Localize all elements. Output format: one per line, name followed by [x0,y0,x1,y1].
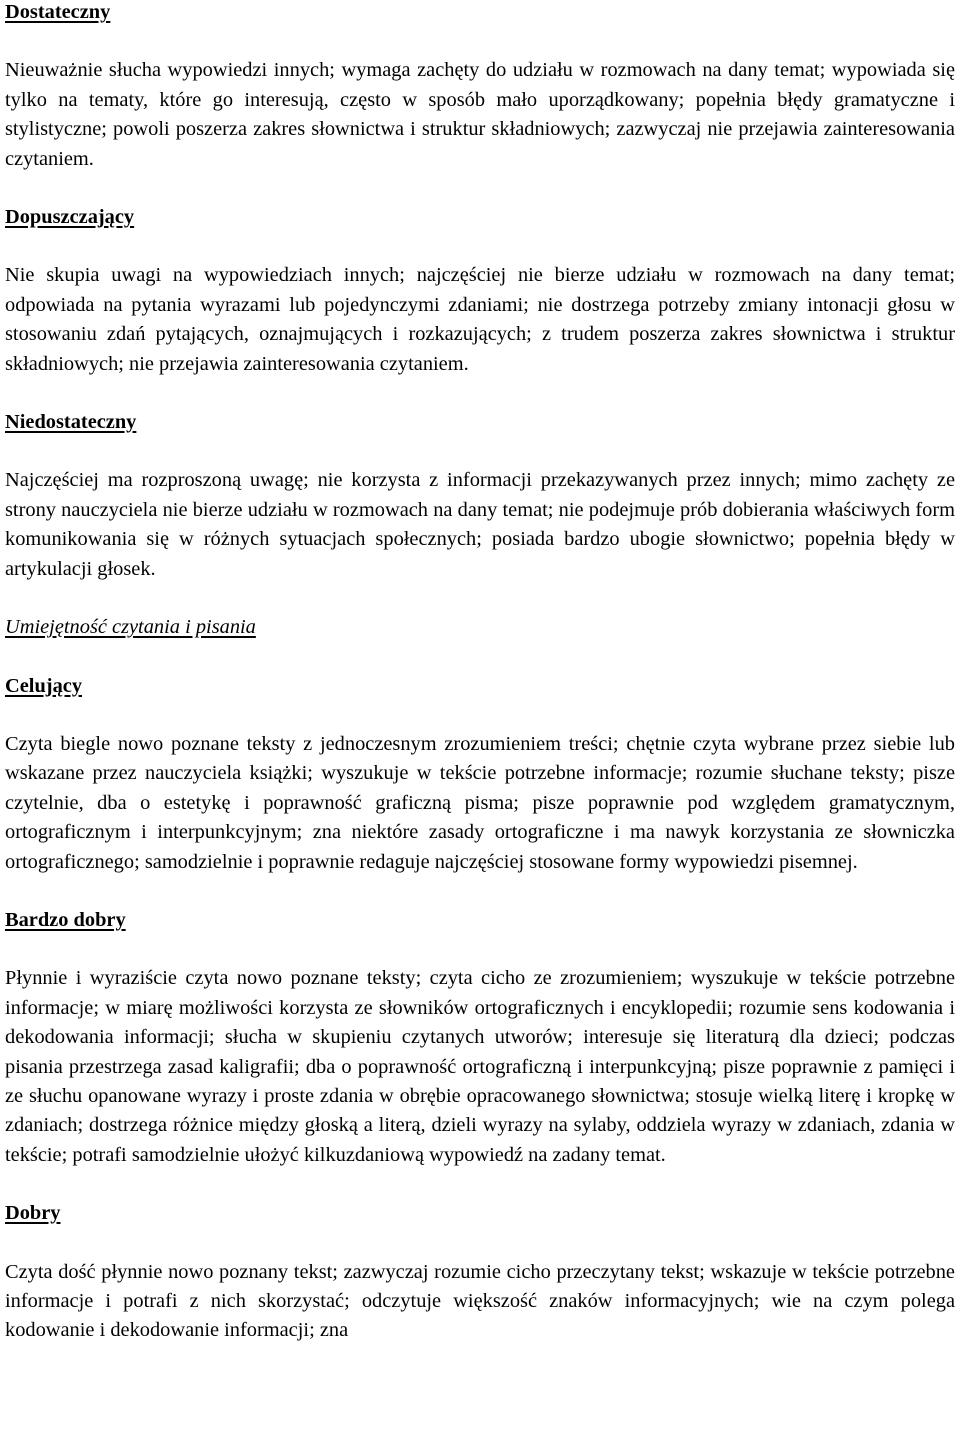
spacer [5,27,955,56]
grade-heading-dopuszczajacy: Dopuszczający [5,206,135,229]
spacer [5,584,955,613]
grade-heading-celujacy: Celujący [5,674,83,697]
spacer [5,437,955,466]
spacer [5,701,955,730]
grade-description-niedostateczny: Najczęściej ma rozproszoną uwagę; nie korzysta z informacji przekazywanych przez innych; mimo zachęty ze strony nauczyciela nie bierze udziału w rozmowach na dany temat; nie podejmuje prób dobierania właściwych form komunikowania się w różnych sytuacjach społecznych; posiada bardzo ubogie słownictwo; popełnia błędy w artykulacji głosek. [5,469,955,580]
grade-heading-dobry: Dobry [5,1202,61,1225]
spacer [5,1229,955,1258]
grade-description-celujacy: Czyta biegle nowo poznane teksty z jednoczesnym zrozumieniem treści; chętnie czyta wybrane przez siebie lub wskazane przez nauczyciela książki; wyszukuje w tekście potrzebne informacje; rozumie słuchane teksty; pisze czytelnie, dba o estetykę i poprawność graficzną pisma; pisze poprawnie pod względem gramatycznym, ortograficznym i interpunkcyjnym; zna niektóre zasady ortograficzne i ma nawyk korzystania ze słowniczka ortograficznego; samodzielnie i poprawnie redaguje najczęściej stosowane formy wypowiedzi pisemnej. [5,732,955,873]
grade-heading-niedostateczny: Niedostateczny [5,411,137,434]
spacer [5,232,955,261]
spacer [5,877,955,906]
spacer [5,643,955,672]
grade-description-dostateczny: Nieuważnie słucha wypowiedzi innych; wymaga zachęty do udziału w rozmowach na dany temat; wypowiada się tylko na tematy, które go interesują, często w sposób mało uporządkowany; popełnia błędy gramatyczne i stylistyczne; powoli poszerza zakres słownictwa i struktur składniowych; zazwyczaj nie przejawia zainteresowania czytaniem. [5,59,955,170]
spacer [5,379,955,408]
grade-heading-bardzo-dobry: Bardzo dobry [5,908,126,931]
grade-heading-dostateczny: Dostateczny [5,1,111,23]
spacer [5,935,955,964]
section-heading-czytanie-pisanie: Umiejętność czytania i pisania [5,616,256,639]
spacer [5,1170,955,1199]
grade-description-dopuszczajacy: Nie skupia uwagi na wypowiedziach innych; najczęściej nie bierze udziału w rozmowach na dany temat; odpowiada na pytania wyrazami lub pojedynczymi zdaniami; nie dostrzega potrzeby zmiany intonacji głosu w stosowaniu zdań pytających, oznajmujących i rozkazujących; z trudem poszerza zakres słownictwa i struktur składniowych; nie przejawia zainteresowania czytaniem. [5,264,955,375]
spacer [5,174,955,203]
grade-description-dobry: Czyta dość płynnie nowo poznany tekst; zazwyczaj rozumie cicho przeczytany tekst; wskazuje w tekście potrzebne informacje i potrafi z nich skorzystać; odczytuje większość znaków informacyjnych; wie na czym polega kodowanie i dekodowanie informacji; zna [5,1260,955,1342]
document-page [5,0,955,1346]
grade-description-bardzo-dobry: Płynnie i wyraziście czyta nowo poznane teksty; czyta cicho ze zrozumieniem; wyszukuje w tekście potrzebne informacje; w miarę możliwości korzysta ze słowników ortograficznych i encyklopedii; rozumie sens kodowania i dekodowania informacji; słucha w skupieniu czytanych utworów; interesuje się literaturą dla dzieci; podczas pisania przestrzega zasad kaligrafii; dba o poprawność ortograficzną i interpunkcyjną; pisze poprawnie z pamięci i ze słuchu opanowane wyrazy i proste zdania w obrębie opracowanego słownictwa; stosuje wielką literę i kropkę w zdaniach; dostrzega różnice między głoską a literą, dzieli wyrazy na sylaby, oddziela wyrazy w zdaniach, zdania w tekście; potrafi samodzielnie ułożyć kilkuzdaniową wypowiedź na zadany temat. [5,967,955,1166]
